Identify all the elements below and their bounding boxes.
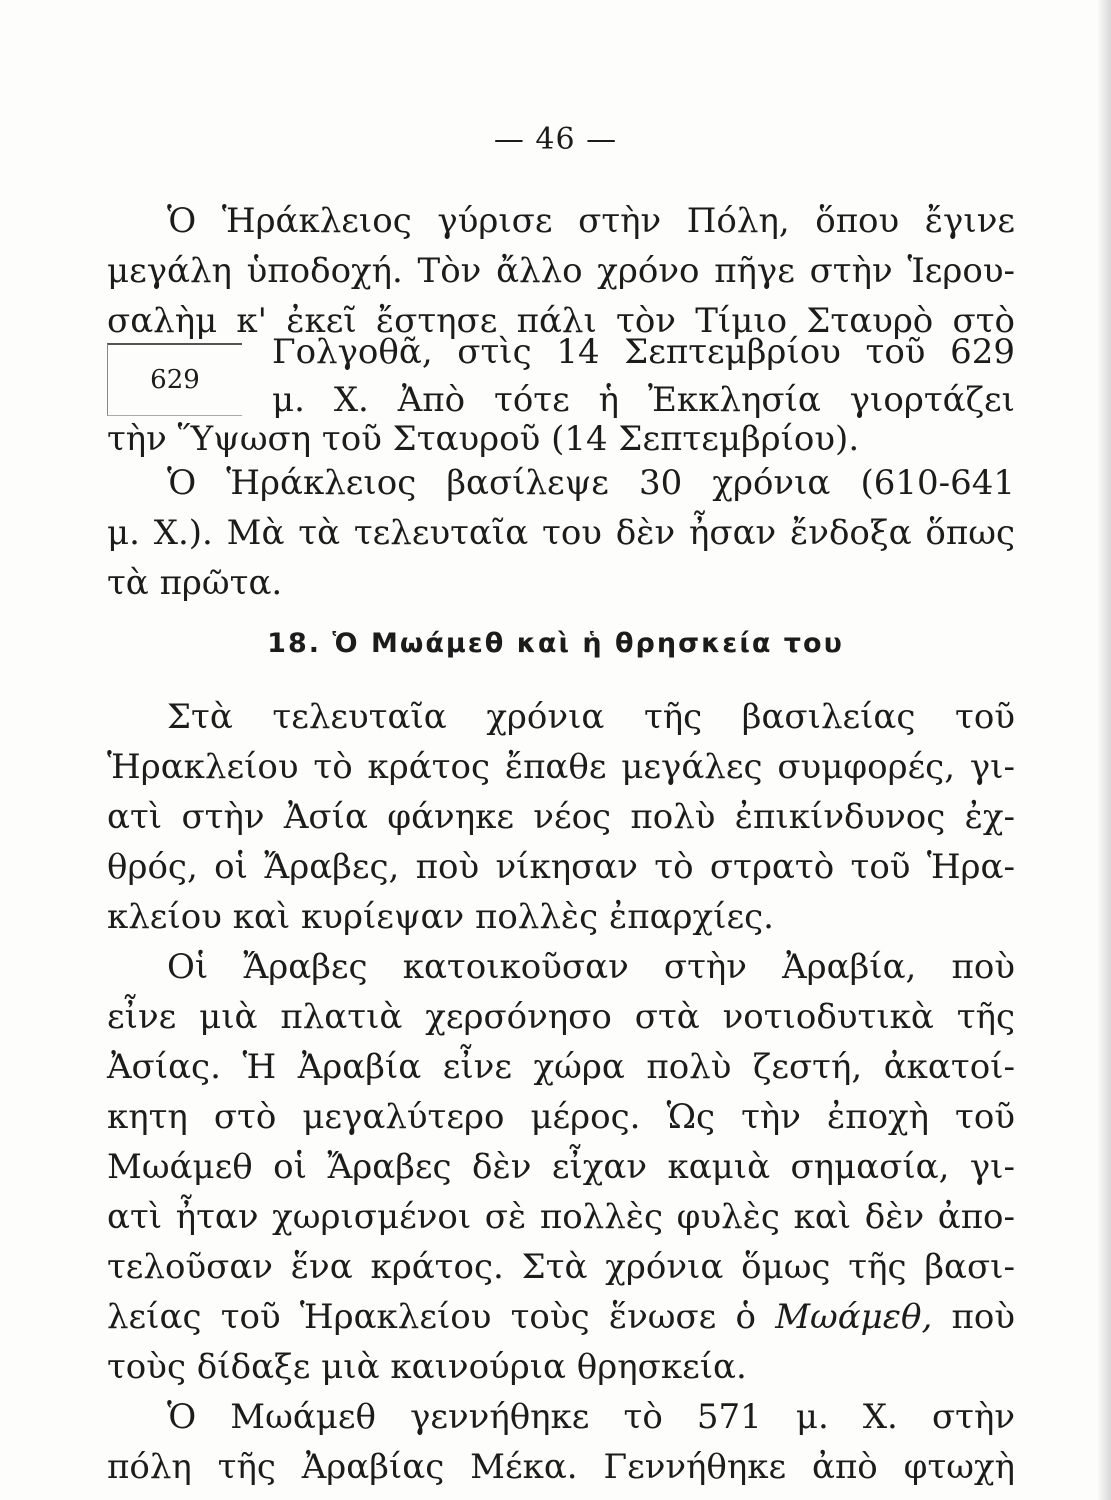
- page-number: — 46 —: [493, 122, 618, 157]
- text-line: κλείου καὶ κυρίεψαν πολλὲς ἐπαρχίες.: [107, 897, 774, 937]
- paragraph-golgotha: [272, 328, 1015, 424]
- text-line: εἶνε μιὰ πλατιὰ χερσόνησο στὰ νοτιοδυτικὰ τῆς: [107, 997, 1015, 1037]
- text-line: ατὶ ἦταν χωρισμένοι σὲ πολλὲς φυλὲς καὶ δὲν ἀπο-: [107, 1197, 1015, 1237]
- side-year: 629: [150, 365, 200, 395]
- name-mohammed: Μωάμεθ,: [775, 1297, 933, 1337]
- text-line: Ὁ Μωάμεθ γεννήθηκε τὸ 571 μ. Χ. στὴν: [167, 1397, 1015, 1437]
- text-line: Ὁ Ἡράκλειος γύρισε στὴν Πόλη, ὅπου ἔγινε: [167, 201, 1015, 241]
- section-body: [107, 692, 1015, 1492]
- text-line: Μωάμεθ οἱ Ἄραβες δὲν εἶχαν καμιὰ σημασία, γι-: [107, 1147, 1015, 1187]
- text-line: μεγάλη ὑποδοχή. Τὸν ἄλλο χρόνο πῆγε στὴν Ἱερου-: [107, 251, 1015, 291]
- text-line: τὴν Ὕψωση τοῦ Σταυροῦ (14 Σεπτεμβρίου).: [107, 419, 860, 459]
- text-line: κητη στὸ μεγαλύτερο μέρος. Ὡς τὴν ἐποχὴ τοῦ: [107, 1097, 1015, 1137]
- text-line: Γολγοθᾶ, στὶς 14 Σεπτεμβρίου τοῦ 629: [272, 332, 1015, 372]
- text-fragment: ποὺ: [951, 1297, 1016, 1337]
- text-line: Οἱ Ἄραβες κατοικοῦσαν στὴν Ἀραβία, ποὺ: [167, 947, 1015, 987]
- text-line: μ. Χ.). Μὰ τὰ τελευταῖα του δὲν ἦσαν ἔνδοξα ὅπως: [107, 513, 1015, 553]
- text-line: Ὁ Ἡράκλειος βασίλεψε 30 χρόνια (610-641: [167, 463, 1015, 503]
- side-year-box: [107, 343, 242, 416]
- paragraph-heraclius-return: [107, 196, 1015, 346]
- text-line: τελοῦσαν ἕνα κράτος. Στὰ χρόνια ὅμως τῆς βασι-: [107, 1247, 1015, 1287]
- paragraph-exaltation: [107, 414, 1015, 464]
- text-line: μ. Χ. Ἀπὸ τότε ἡ Ἐκκλησία γιορτάζει: [272, 380, 1015, 420]
- paragraph-heraclius-reign: [107, 458, 1015, 608]
- text-line: πόλη τῆς Ἀραβίας Μέκα. Γεννήθηκε ἀπὸ φτωχὴ: [107, 1447, 1015, 1487]
- text-line: Ἡρακλείου τὸ κράτος ἔπαθε μεγάλες συμφορές, γι-: [107, 747, 1015, 787]
- section-heading: 18. Ὁ Μωάμεθ καὶ ἡ θρησκεία του: [267, 628, 844, 659]
- text-line: [107, 1292, 1015, 1342]
- text-line: τὰ πρῶτα.: [107, 563, 283, 603]
- text-line: Στὰ τελευταῖα χρόνια τῆς βασιλείας τοῦ: [167, 697, 1015, 737]
- text-line: τοὺς δίδαξε μιὰ καινούρια θρησκεία.: [107, 1347, 747, 1387]
- text-line: ατὶ στὴν Ἀσία φάνηκε νέος πολὺ ἐπικίνδυνος ἐχ-: [107, 797, 1015, 837]
- page-edge-shadow: [1097, 0, 1111, 1500]
- text-line: θρός, οἱ Ἄραβες, ποὺ νίκησαν τὸ στρατὸ τοῦ Ἡρα-: [107, 847, 1015, 887]
- text-line: σαλὴμ κ' ἐκεῖ ἔστησε πάλι τὸν Τίμιο Σταυρὸ στὸ: [107, 301, 1015, 341]
- text-fragment: λείας τοῦ Ἡρακλείου τοὺς ἕνωσε ὁ: [107, 1297, 756, 1337]
- text-line: Ἀσίας. Ἡ Ἀραβία εἶνε χώρα πολὺ ζεστή, ἀκατοί-: [107, 1047, 1015, 1087]
